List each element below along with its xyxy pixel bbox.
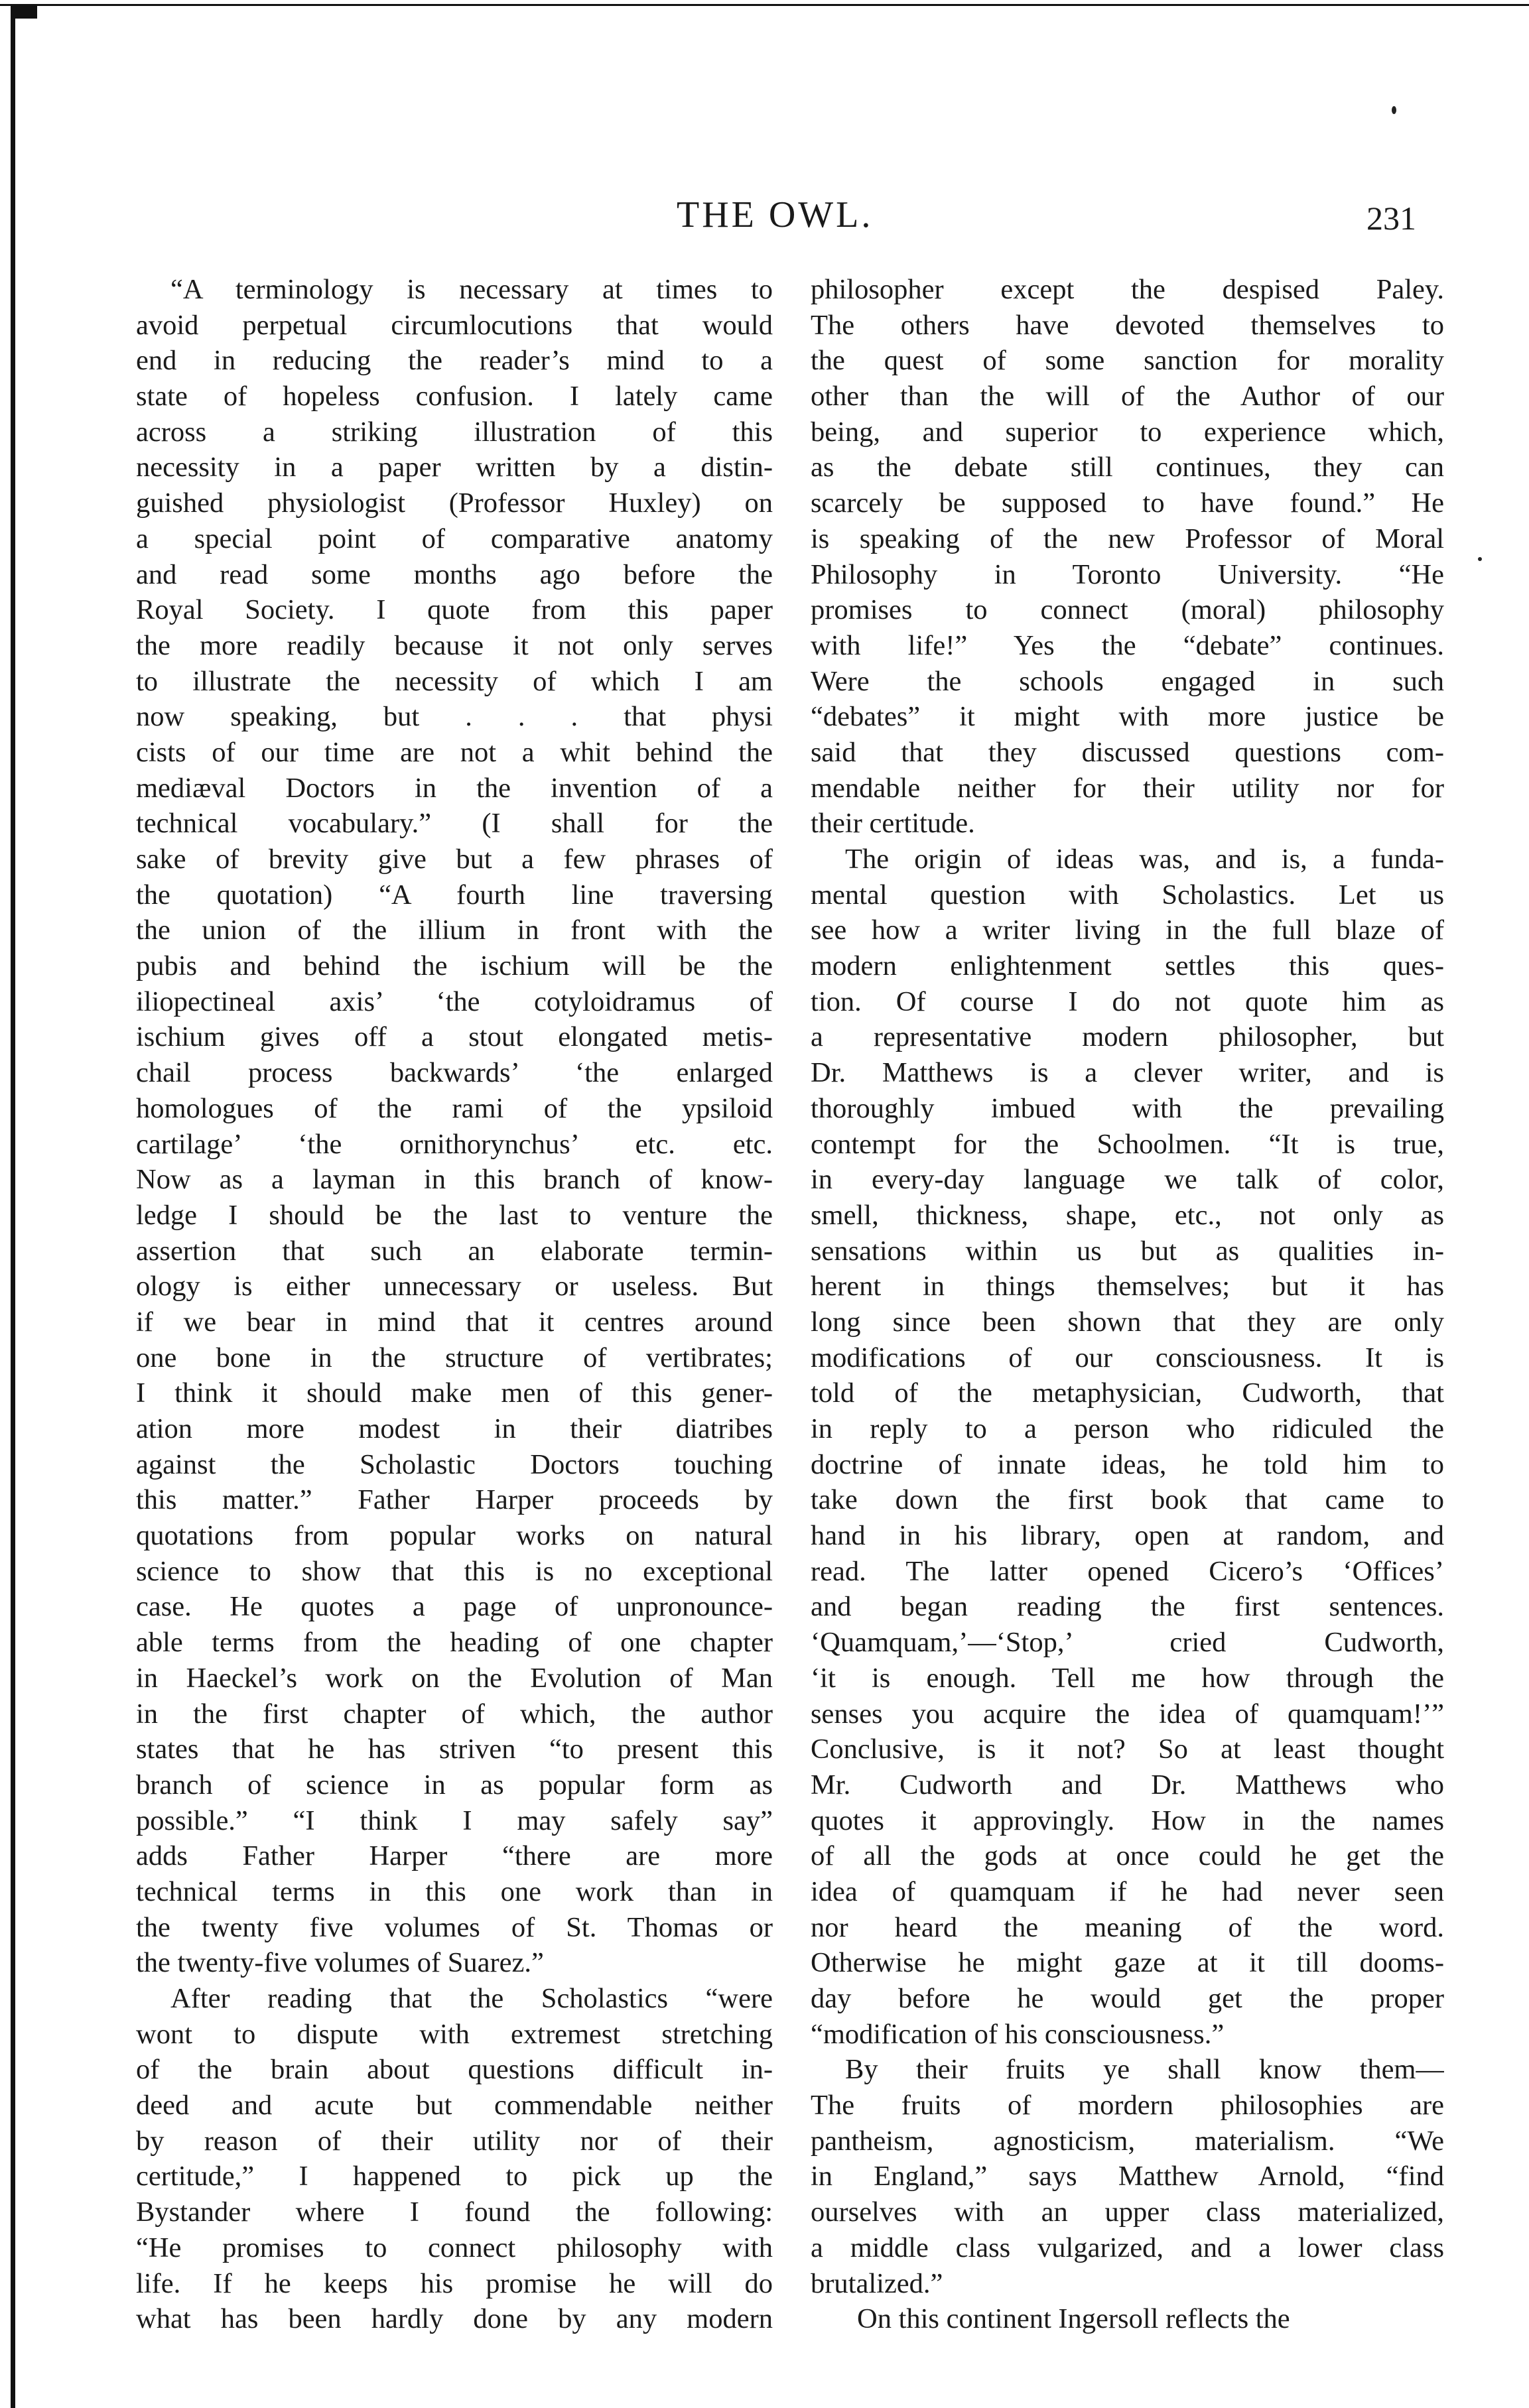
text-line: take down the first book that came to (811, 1484, 1444, 1516)
text-line: branch of science in as popular form as (136, 1769, 773, 1801)
text-line: On this continent Ingersoll reflects the (857, 2303, 1290, 2335)
text-line: in the first chapter of which, the author (136, 1698, 773, 1730)
text-line: a middle class vulgarized, and a lower class (811, 2232, 1444, 2263)
text-line: modern enlightenment settles this ques- (811, 950, 1444, 982)
text-line: to illustrate the necessity of which I am (136, 665, 773, 697)
text-line: as the debate still continues, they can (811, 452, 1444, 483)
text-line: ‘it is enough. Tell me how through the (811, 1662, 1444, 1694)
text-line: a special point of comparative anatomy (136, 523, 773, 554)
text-line: ology is either unnecessary or useless. But (136, 1271, 773, 1302)
text-line: assertion that such an elaborate termin- (136, 1235, 773, 1267)
text-line: and read some months ago before the (136, 558, 773, 590)
text-line: chail process backwards’ ‘the enlarged (136, 1057, 773, 1089)
text-line: possible.” “I think I may safely say” (136, 1805, 773, 1836)
text-line: other than the will of the Author of our (811, 381, 1444, 412)
text-line: by reason of their utility nor of their (136, 2125, 773, 2157)
text-line: ation more modest in their diatribes (136, 1413, 773, 1444)
text-line: if we bear in mind that it centres around (136, 1306, 773, 1338)
text-line: case. He quotes a page of unpronounce- (136, 1591, 773, 1623)
text-line: across a striking illustration of this (136, 416, 773, 448)
text-line: state of hopeless confusion. I lately came (136, 381, 773, 412)
page-top-border (0, 4, 1529, 6)
text-line: is speaking of the new Professor of Moral (811, 523, 1444, 554)
text-line: herent in things themselves; but it has (811, 1271, 1444, 1302)
text-line: iliopectineal axis’ ‘the cotyloidramus of (136, 985, 773, 1017)
text-line: the quest of some sanction for morality (811, 345, 1444, 377)
text-line: homologues of the rami of the ypsiloid (136, 1092, 773, 1124)
print-speck (1478, 557, 1482, 561)
text-line: a representative modern philosopher, but (811, 1021, 1444, 1053)
text-line: “A terminology is necessary at times to (170, 274, 773, 305)
text-line: sensations within us but as qualities in- (811, 1235, 1444, 1267)
text-line: “modification of his consciousness.” (811, 2018, 1225, 2050)
text-line: brutalized.” (811, 2267, 943, 2299)
text-line: read. The latter opened Cicero’s ‘Offices’ (811, 1555, 1444, 1587)
text-line: promises to connect (moral) philosophy (811, 594, 1444, 626)
left-text-column (136, 272, 773, 2337)
text-line: the union of the illium in front with the (136, 915, 773, 946)
text-line: technical vocabulary.” (I shall for the (136, 808, 773, 840)
text-line: contempt for the Schoolmen. “It is true, (811, 1128, 1444, 1160)
page-number: 231 (1366, 200, 1416, 237)
text-line: certitude,” I happened to pick up the (136, 2161, 773, 2192)
text-line: in Haeckel’s work on the Evolution of Man (136, 1662, 773, 1694)
text-line: of the brain about questions difficult in- (136, 2054, 773, 2086)
text-line: The origin of ideas was, and is, a funda- (845, 844, 1444, 875)
text-line: adds Father Harper “there are more (136, 1840, 773, 1872)
text-line: ‘Quamquam,’—‘Stop,’ cried Cudworth, (811, 1627, 1444, 1659)
text-line: scarcely be supposed to have found.” He (811, 487, 1444, 519)
text-line: technical terms in this one work than in (136, 1875, 773, 1907)
text-line: Otherwise he might gaze at it till dooms- (811, 1947, 1444, 1979)
text-line: idea of quamquam if he had never seen (811, 1875, 1444, 1907)
text-line: in reply to a person who ridiculed the (811, 1413, 1444, 1444)
text-line: science to show that this is no exceptional (136, 1555, 773, 1587)
text-line: and began reading the first sentences. (811, 1591, 1444, 1623)
text-line: smell, thickness, shape, etc., not only as (811, 1199, 1444, 1231)
text-line: Conclusive, is it not? So at least thought (811, 1734, 1444, 1765)
text-line: sake of brevity give but a few phrases of (136, 844, 773, 875)
text-line: pubis and behind the ischium will be the (136, 950, 773, 982)
text-line: end in reducing the reader’s mind to a (136, 345, 773, 377)
text-line: ischium gives off a stout elongated metis- (136, 1021, 773, 1053)
text-line: Bystander where I found the following: (136, 2196, 773, 2228)
text-line: one bone in the structure of vertibrates; (136, 1342, 773, 1373)
page-corner-mark (11, 4, 37, 19)
print-speck (1392, 106, 1396, 114)
text-line: in every-day language we talk of color, (811, 1164, 1444, 1196)
text-line: avoid perpetual circumlocutions that would (136, 309, 773, 341)
text-line: “debates” it might with more justice be (811, 701, 1444, 733)
text-line: pantheism, agnosticism, materialism. “We (811, 2125, 1444, 2157)
text-line: their certitude. (811, 808, 975, 840)
text-line: what has been hardly done by any modern (136, 2303, 773, 2335)
text-line: thoroughly imbued with the prevailing (811, 1092, 1444, 1124)
text-line: deed and acute but commendable neither (136, 2090, 773, 2122)
text-line: “He promises to connect philosophy with (136, 2232, 773, 2263)
text-line: tion. Of course I do not quote him as (811, 985, 1444, 1017)
text-line: Philosophy in Toronto University. “He (811, 558, 1444, 590)
text-line: see how a writer living in the full blaze of (811, 915, 1444, 946)
text-line: being, and superior to experience which, (811, 416, 1444, 448)
text-line: quotes it approvingly. How in the names (811, 1805, 1444, 1836)
text-line: By their fruits ye shall know them— (845, 2054, 1444, 2086)
text-line: of all the gods at once could he get the (811, 1840, 1444, 1872)
text-line: now speaking, but . . . that physi (136, 701, 773, 733)
text-line: The fruits of mordern philosophies are (811, 2090, 1444, 2122)
text-line: mental question with Scholastics. Let us (811, 879, 1444, 911)
text-line: After reading that the Scholastics “were (170, 1983, 773, 2014)
text-line: in England,” says Matthew Arnold, “find (811, 2161, 1444, 2192)
text-line: Mr. Cudworth and Dr. Matthews who (811, 1769, 1444, 1801)
text-line: said that they discussed questions com- (811, 736, 1444, 768)
text-line: I think it should make men of this gener- (136, 1377, 773, 1409)
text-line: senses you acquire the idea of quamquam!’” (811, 1698, 1444, 1730)
text-line: the quotation) “A fourth line traversing (136, 879, 773, 911)
text-line: long since been shown that they are only (811, 1306, 1444, 1338)
text-line: able terms from the heading of one chapter (136, 1627, 773, 1659)
text-line: mendable neither for their utility nor for (811, 772, 1444, 804)
text-line: mediæval Doctors in the invention of a (136, 772, 773, 804)
text-line: states that he has striven “to present this (136, 1734, 773, 1765)
text-line: this matter.” Father Harper proceeds by (136, 1484, 773, 1516)
text-line: guished physiologist (Professor Huxley) on (136, 487, 773, 519)
text-line: necessity in a paper written by a distin- (136, 452, 773, 483)
page-left-border (11, 4, 15, 2408)
text-line: the twenty five volumes of St. Thomas or (136, 1911, 773, 1943)
text-line: philosopher except the despised Paley. (811, 274, 1444, 305)
text-line: doctrine of innate ideas, he told him to (811, 1448, 1444, 1480)
text-line: modifications of our consciousness. It is (811, 1342, 1444, 1373)
text-line: wont to dispute with extremest stretching (136, 2018, 773, 2050)
text-line: against the Scholastic Doctors touching (136, 1448, 773, 1480)
text-line: nor heard the meaning of the word. (811, 1911, 1444, 1943)
text-line: The others have devoted themselves to (811, 309, 1444, 341)
text-line: quotations from popular works on natural (136, 1520, 773, 1552)
text-line: told of the metaphysician, Cudworth, that (811, 1377, 1444, 1409)
text-line: cartilage’ ‘the ornithorynchus’ etc. etc. (136, 1128, 773, 1160)
text-line: the twenty-five volumes of Suarez.” (136, 1947, 544, 1979)
text-line: ledge I should be the last to venture the (136, 1199, 773, 1231)
text-line: the more readily because it not only serves (136, 629, 773, 661)
text-line: Were the schools engaged in such (811, 665, 1444, 697)
text-line: hand in his library, open at random, and (811, 1520, 1444, 1552)
text-line: life. If he keeps his promise he will do (136, 2267, 773, 2299)
text-line: ourselves with an upper class materialized, (811, 2196, 1444, 2228)
text-line: day before he would get the proper (811, 1983, 1444, 2014)
text-line: Royal Society. I quote from this paper (136, 594, 773, 626)
running-header-title: THE OWL. (677, 194, 874, 235)
text-line: Dr. Matthews is a clever writer, and is (811, 1057, 1444, 1089)
text-line: Now as a layman in this branch of know- (136, 1164, 773, 1196)
text-line: with life!” Yes the “debate” continues. (811, 629, 1444, 661)
right-text-column (811, 272, 1444, 2337)
text-line: cists of our time are not a whit behind the (136, 736, 773, 768)
